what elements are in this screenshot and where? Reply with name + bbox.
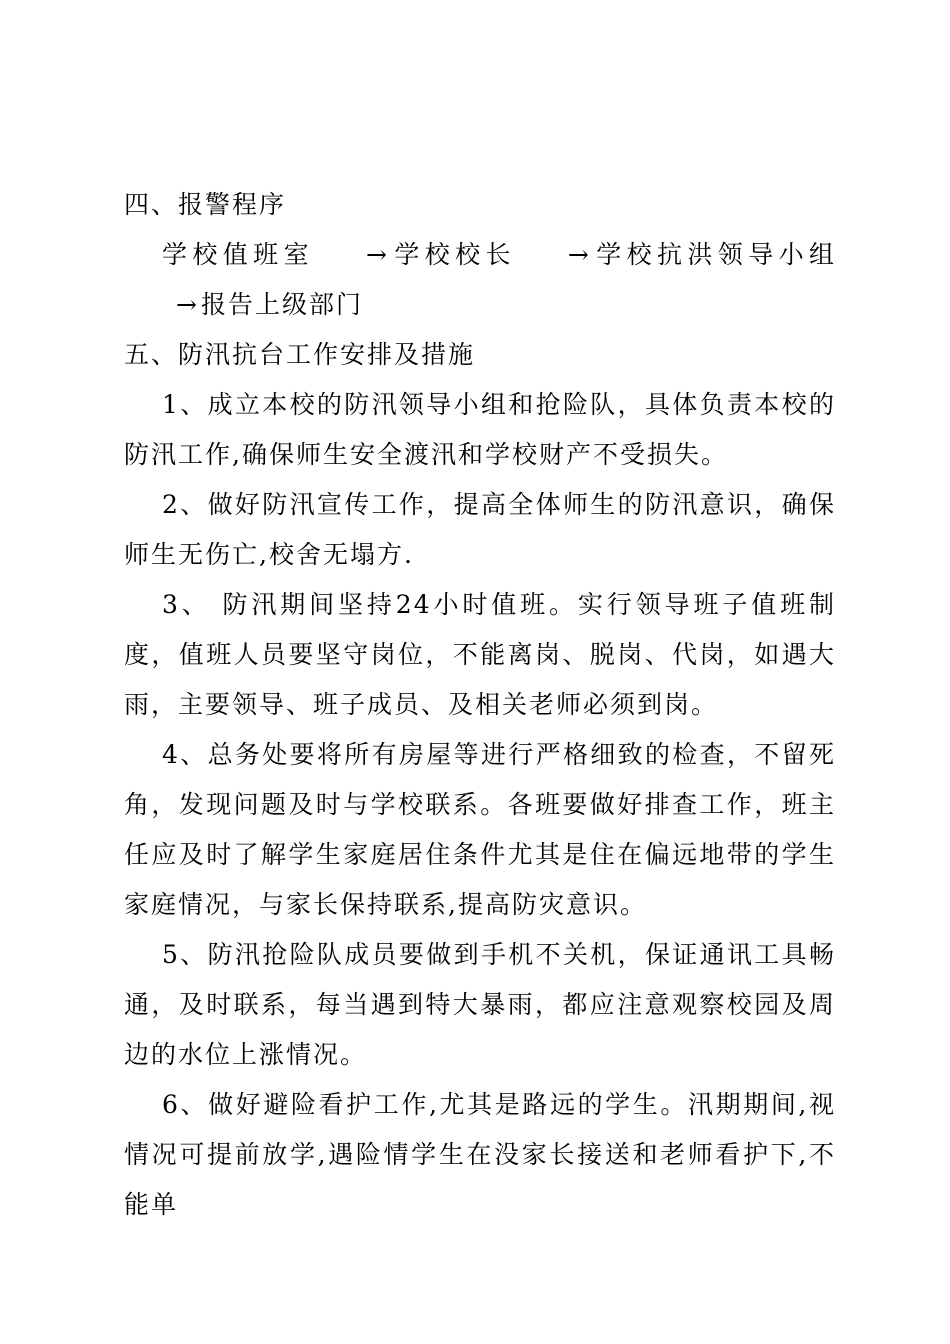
document-page bbox=[124, 180, 836, 1230]
measure-item-3: 3、 防汛期间坚持24小时值班。实行领导班子值班制度，值班人员要坚守岗位，不能离岗、脱岗、代岗，如遇大雨，主要领导、班子成员、及相关老师必须到岗。 bbox=[124, 590, 836, 719]
flow-step-duty-room: 学校值班室 bbox=[162, 240, 314, 269]
flow-arrow-icon: → bbox=[365, 240, 389, 269]
section-5-heading: 五、防汛抗台工作安排及措施 bbox=[124, 340, 476, 369]
flow-step-principal: 学校校长 bbox=[390, 240, 516, 269]
flow-arrow-icon: → bbox=[567, 240, 591, 269]
section-4-heading: 四、报警程序 bbox=[124, 190, 287, 219]
flow-arrow-icon: → bbox=[176, 290, 199, 319]
measure-item-5: 5、防汛抢险队成员要做到手机不关机，保证通讯工具畅通，及时联系，每当遇到特大暴雨，都应注意观察校园及周边的水位上涨情况。 bbox=[124, 940, 836, 1069]
measure-item-2: 2、做好防汛宣传工作，提高全体师生的防汛意识，确保师生无伤亡,校舍无塌方. bbox=[124, 490, 836, 569]
measure-item-4: 4、总务处要将所有房屋等进行严格细致的检查，不留死角，发现问题及时与学校联系。各班要做好排查工作，班主任应及时了解学生家庭居住条件尤其是住在偏远地带的学生家庭情况，与家长保持联系,提高防灾意识。 bbox=[124, 740, 836, 919]
measure-item-6: 6、做好避险看护工作,尤其是路远的学生。汛期期间,视情况可提前放学,遇险情学生在没家长接送和老师看护下,不能单 bbox=[124, 1090, 836, 1219]
flow-step-flood-committee: 学校抗洪领导小组 bbox=[592, 240, 836, 269]
measure-item-1: 1、成立本校的防汛领导小组和抢险队，具体负责本校的防汛工作,确保师生安全渡汛和学校财产不受损失。 bbox=[124, 390, 836, 469]
flow-step-report-superior: 报告上级部门 bbox=[200, 290, 363, 319]
alarm-procedure-flow bbox=[124, 230, 836, 330]
